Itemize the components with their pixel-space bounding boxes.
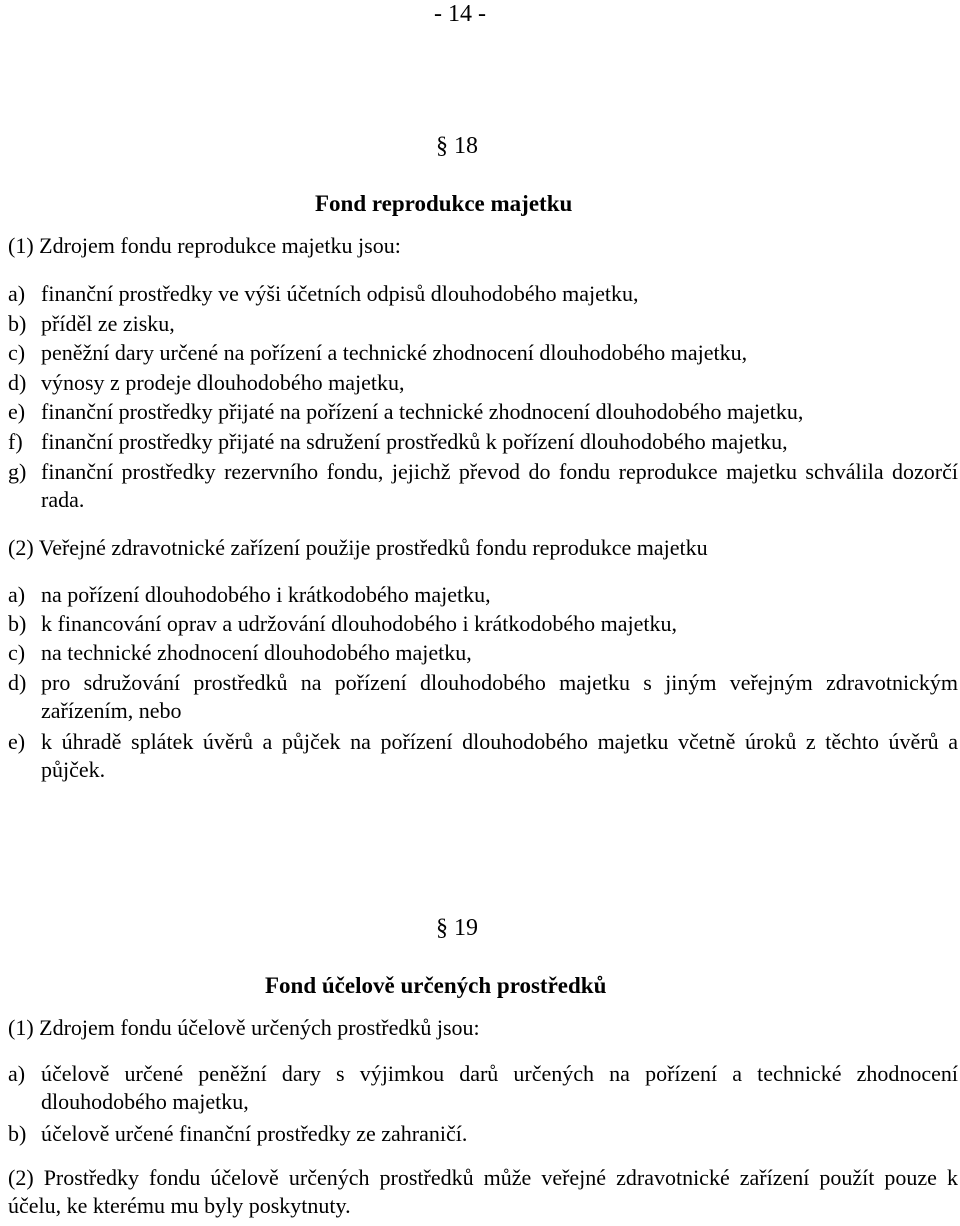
list-item-text: finanční prostředky přijaté na pořízení a technické zhodnocení dlouhodobého majetku, (41, 399, 804, 424)
list-item-label: a) (8, 1061, 26, 1086)
list-item-text: k úhradě splátek úvěrů a půjček na pořízení dlouhodobého majetku včetně úroků z těchto úvěrů a půjček. (41, 729, 958, 782)
list-item-text: pro sdružování prostředků na pořízení dlouhodobého majetku s jiným veřejným zdravotnickým zařízením, nebo (41, 670, 958, 723)
section-19-p2 (8, 1164, 958, 1220)
list-item-text: na pořízení dlouhodobého i krátkodobého majetku, (41, 582, 491, 607)
list-item-text: příděl ze zisku, (41, 311, 175, 336)
list-item-text: peněžní dary určené na pořízení a technické zhodnocení dlouhodobého majetku, (41, 340, 748, 365)
list-item-text: finanční prostředky ve výši účetních odpisů dlouhodobého majetku, (41, 281, 639, 306)
list-item-label: g) (8, 459, 27, 484)
list-item-text: účelově určené finanční prostředky ze zahraničí. (41, 1121, 468, 1146)
list-item-label: a) (8, 281, 26, 306)
list-item-label: b) (8, 1121, 27, 1146)
section-18-mark: § 18 (436, 133, 478, 159)
page-number: - 14 - (434, 1, 486, 27)
section-18-p2-intro: (2) Veřejné zdravotnické zařízení použije prostředků fondu reprodukce majetku (8, 535, 708, 560)
list-item-label: e) (8, 399, 26, 424)
section-19-p1-intro: (1) Zdrojem fondu účelově určených prostředků jsou: (8, 1015, 480, 1040)
paragraph-text: (2) Prostředky fondu účelově určených prostředků může veřejné zdravotnické zařízení použít pouze k účelu, ke kterému mu byly poskytnuty. (8, 1165, 958, 1218)
list-item-label: b) (8, 611, 27, 636)
list-item-label: c) (8, 340, 26, 365)
list-item-text: finanční prostředky přijaté na sdružení prostředků k pořízení dlouhodobého majetku, (41, 429, 788, 454)
list-item-label: f) (8, 429, 23, 454)
list-item-text: výnosy z prodeje dlouhodobého majetku, (41, 370, 405, 395)
list-item-label: a) (8, 582, 26, 607)
list-item-label: d) (8, 370, 27, 395)
section-19-mark: § 19 (436, 915, 478, 941)
list-item-text: k financování oprav a udržování dlouhodobého i krátkodobého majetku, (41, 611, 677, 636)
list-item-label: c) (8, 640, 26, 665)
list-item-text: na technické zhodnocení dlouhodobého majetku, (41, 640, 472, 665)
section-19-title: Fond účelově určených prostředků (265, 973, 607, 998)
list-item-label: e) (8, 729, 26, 754)
list-item-text: účelově určené peněžní dary s výjimkou darů určených na pořízení a technické zhodnocení dlouhodobého majetku, (41, 1061, 958, 1114)
list-item-label: b) (8, 311, 27, 336)
list-item-text: finanční prostředky rezervního fondu, jejichž převod do fondu reprodukce majetku schválila dozorčí rada. (41, 459, 958, 512)
list-item-label: d) (8, 670, 27, 695)
section-18-p1-intro: (1) Zdrojem fondu reprodukce majetku jsou: (8, 233, 401, 258)
section-18-title: Fond reprodukce majetku (315, 191, 573, 216)
